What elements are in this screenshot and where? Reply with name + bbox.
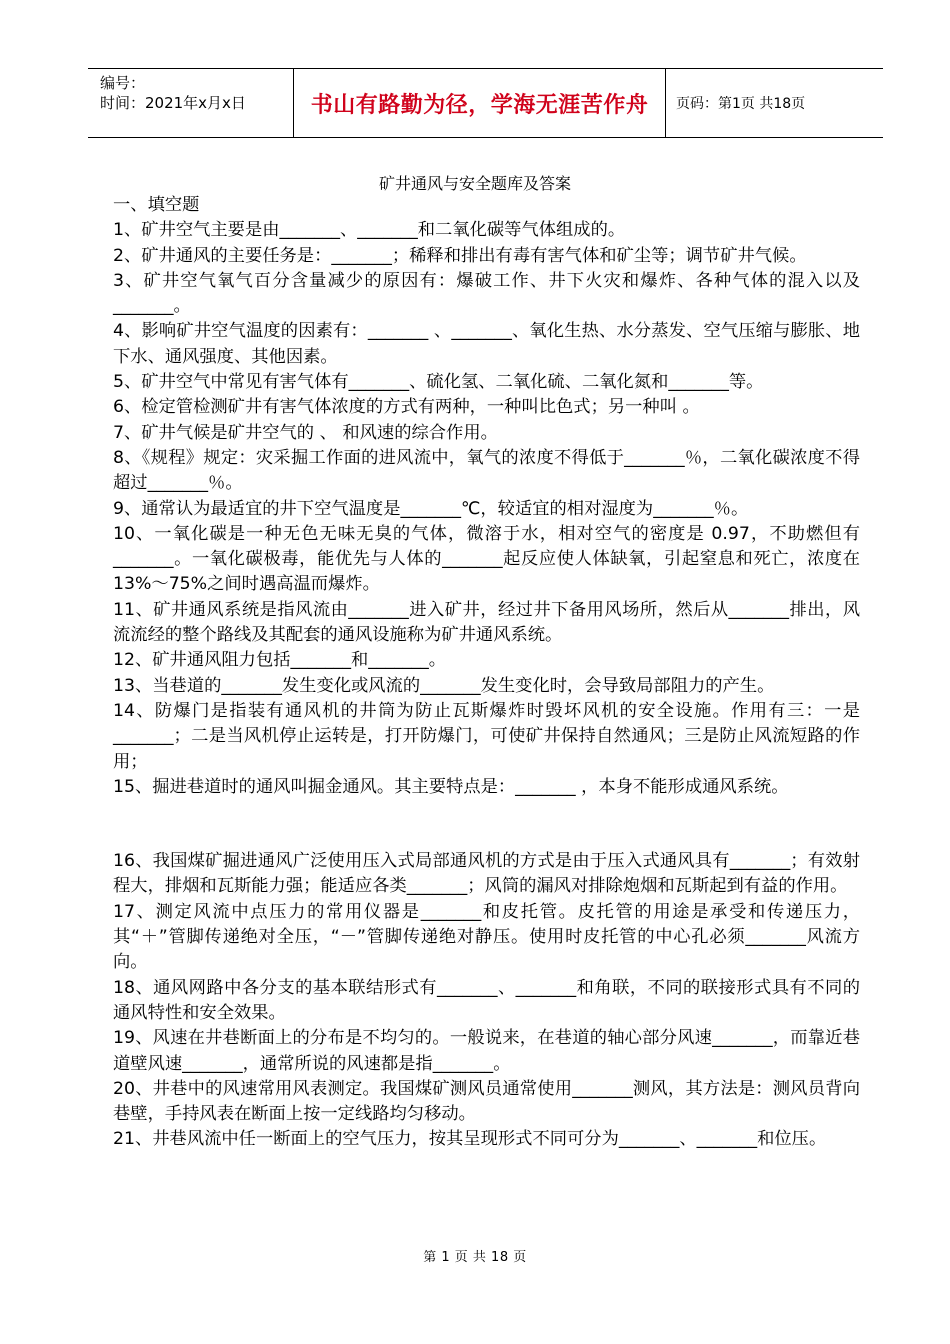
page-footer: 第 1 页 共 18 页: [423, 1250, 527, 1265]
question-item: 10、一氧化碳是一种无色无味无臭的气体，微溶于水，相对空气的密度是 0.97，不助燃但有_______。一氧化碳极毒，能优先与人体的_______起反应使人体缺氧，引起窒息和死亡，浓度在 13%～75%之间时遇高温而爆炸。: [113, 523, 860, 595]
time-label: 时间：2021年x月x日: [100, 94, 246, 112]
question-item: 7、矿井气候是矿井空气的 、 和风速的综合作用。: [113, 422, 498, 443]
number-label: 编号：: [100, 74, 146, 92]
question-item: 4、影响矿井空气温度的因素有：_______ 、_______、氧化生热、水分蒸发、空气压缩与膨胀、地下水、通风强度、其他因素。: [113, 321, 860, 367]
question-item: 11、矿井通风系统是指风流由_______进入矿井，经过井下备用风场所，然后从_______排出，风流流经的整个路线及其配套的通风设施称为矿井通风系统。: [113, 599, 860, 646]
header-motto: 书山有路勤为径，学海无涯苦作舟: [293, 69, 666, 137]
document-title: 矿井通风与安全题库及答案: [378, 174, 571, 193]
question-item: 19、风速在井巷断面上的分布是不均匀的。一般说来，在巷道的轴心部分风速_______，而靠近巷道壁风速_______，通常所说的风速都是指_______。: [113, 1028, 860, 1074]
question-item: 3、矿井空气氧气百分含量减少的原因有：爆破工作、井下火灾和爆炸、各种气体的混入以及_______。: [113, 270, 860, 317]
question-item: 5、矿井空气中常见有害气体有_______、硫化氢、二氧化硫、二氧化氮和_______等。: [113, 372, 764, 393]
header-page-info: 页码：第1页 共18页: [676, 96, 806, 112]
question-item: 12、矿井通风阻力包括_______和_______。: [113, 650, 447, 671]
question-list: [113, 193, 860, 1153]
question-item: 21、井巷风流中任一断面上的空气压力，按其呈现形式不同可分为_______、_______和位压。: [113, 1129, 827, 1150]
section-heading: 一、填空题: [113, 195, 200, 215]
question-item: 16、我国煤矿掘进通风广泛使用压入式局部通风机的方式是由于压入式通风具有_______；有效射程大，排烟和瓦斯能力强；能适应各类_______；风筒的漏风对排除炮烟和瓦斯起到有益的作用。: [113, 851, 860, 897]
document-header: [88, 68, 883, 138]
question-item: 2、矿井通风的主要任务是：_______；稀释和排出有毒有害气体和矿尘等；调节矿井气候。: [113, 245, 807, 266]
question-item: 1、矿井空气主要是由_______、_______和二氧化碳等气体组成的。: [113, 220, 626, 241]
question-item: 20、井巷中的风速常用风表测定。我国煤矿测风员通常使用_______测风，其方法是：测风员背向巷壁，手持风表在断面上按一定线路均匀移动。: [113, 1078, 860, 1125]
header-meta: [88, 69, 293, 137]
question-item: 9、通常认为最适宜的井下空气温度是_______℃，较适宜的相对湿度为_______％。: [113, 498, 749, 519]
question-item: 18、通风网路中各分支的基本联结形式有_______、_______和角联，不同的联接形式具有不同的通风特性和安全效果。: [113, 977, 860, 1023]
question-item: 6、检定管检测矿井有害气体浓度的方式有两种，一种叫比色式；另一种叫 。: [113, 397, 700, 418]
question-item: 8、《规程》规定：灾采掘工作面的进风流中，氧气的浓度不得低于_______％，二氧化碳浓度不得超过_______％。: [113, 447, 860, 494]
question-item: 13、当巷道的_______发生变化或风流的_______发生变化时，会导致局部阻力的产生。: [113, 675, 775, 696]
question-item: 17、测定风流中点压力的常用仪器是_______和皮托管。皮托管的用途是承受和传递压力，其“＋”管脚传递绝对全压，“－”管脚传递绝对静压。使用时皮托管的中心孔必须_______风流方向。: [113, 901, 860, 973]
question-item: 15、掘进巷道时的通风叫掘金通风。其主要特点是：_______ ，本身不能形成通风系统。: [113, 776, 789, 797]
question-item: 14、防爆门是指装有通风机的井筒为防止瓦斯爆炸时毁坏风机的安全设施。作用有三：一是_______；二是当风机停止运转是，打开防爆门，可使矿井保持自然通风；三是防止风流短路的作用；: [113, 700, 860, 772]
